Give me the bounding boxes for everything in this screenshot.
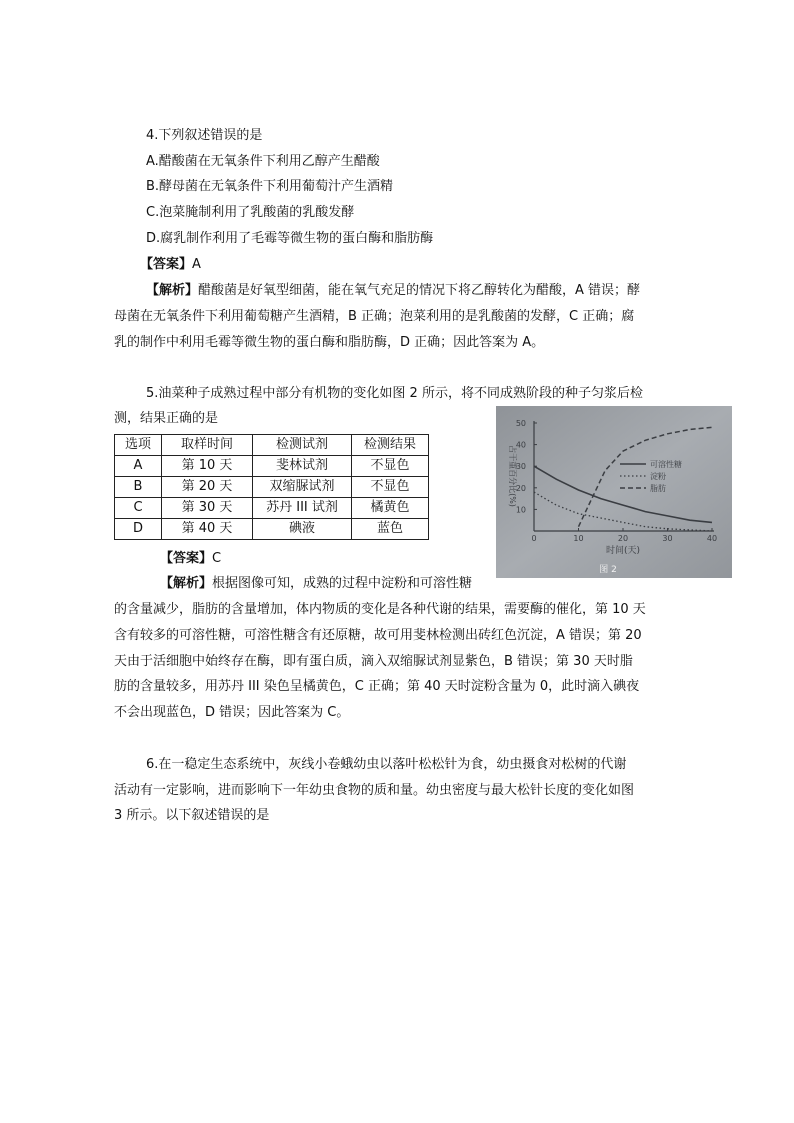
q4-answer — [140, 255, 201, 275]
q5-analysis-line-2: 的含量减少，脂肪的含量增加，体内物质的变化是各种代谢的结果，需要酶的催化，第 10 天 — [114, 602, 646, 617]
table-cell: 不显色 — [352, 456, 429, 477]
table-cell: B — [115, 477, 162, 498]
table-header-cell: 检测试剂 — [253, 435, 352, 456]
q6-stem-line-2: 活动有一定影响，进而影响下一年幼虫食物的质和量。幼虫密度与最大松针长度的变化如图 — [114, 783, 635, 798]
analysis-text: 根据图像可知，成熟的过程中淀粉和可溶性糖 — [212, 576, 473, 591]
q5-stem-line-2: 测，结果正确的是 — [114, 411, 219, 426]
figure-caption: 图 2 — [599, 565, 617, 575]
legend-label: 可溶性糖 — [650, 460, 682, 469]
q4-option-d: D.腐乳制作利用了毛霉等微生物的蛋白酶和脂肪酶 — [146, 231, 434, 246]
legend-label: 淀粉 — [650, 472, 666, 481]
analysis-text: 醋酸菌是好氧型细菌，能在氧气充足的情况下将乙醇转化为醋酸，A 错误；酵 — [198, 283, 641, 298]
y-tick-label: 10 — [515, 505, 526, 515]
answer-value: C — [212, 551, 222, 566]
table-cell: 第 30 天 — [162, 498, 253, 519]
table-header-cell: 检测结果 — [352, 435, 429, 456]
analysis-tag: 【解析】 — [146, 283, 199, 298]
y-tick-label: 40 — [515, 440, 526, 450]
q6-stem-line-1: 6.在一稳定生态系统中，灰线小卷蛾幼虫以落叶松松针为食，幼虫摄食对松树的代谢 — [146, 757, 627, 772]
q5-analysis-line-6: 不会出现蓝色，D 错误；因此答案为 C。 — [114, 705, 350, 720]
table-cell: 碘液 — [253, 519, 352, 540]
answer-tag: 【答案】 — [160, 551, 213, 566]
q5-analysis-line-1 — [160, 574, 472, 594]
table-cell: 第 10 天 — [162, 456, 253, 477]
q6-stem-line-3: 3 所示。以下叙述错误的是 — [114, 808, 270, 823]
table-cell: 双缩脲试剂 — [253, 477, 352, 498]
y-tick-label: 30 — [515, 462, 526, 472]
legend-label: 脂肪 — [650, 484, 666, 493]
y-axis-label: 占干重百分比(%) — [508, 445, 517, 507]
table-header-row — [115, 435, 429, 456]
table-row — [115, 456, 429, 477]
q4-option-a: A.醋酸菌在无氧条件下利用乙醇产生醋酸 — [146, 154, 380, 169]
x-axis-label: 时间(天) — [605, 546, 641, 556]
answer-tag: 【答案】 — [140, 257, 193, 272]
q5-stem-line-1: 5.油菜种子成熟过程中部分有机物的变化如图 2 所示，将不同成熟阶段的种子匀浆后检 — [146, 386, 643, 401]
q5-options-table — [114, 434, 429, 540]
y-tick-label: 20 — [515, 483, 526, 493]
table-header-cell: 取样时间 — [162, 435, 253, 456]
answer-value: A — [192, 257, 201, 272]
table-row — [115, 477, 429, 498]
q5-analysis-line-5: 肪的含量较多，用苏丹 III 染色呈橘黄色，C 正确；第 40 天时淀粉含量为 0，此时滴入碘夜 — [114, 679, 640, 694]
y-tick-label: 50 — [515, 419, 526, 428]
figure-2-chart — [496, 406, 732, 578]
x-tick-label: 0 — [531, 534, 537, 543]
q4-analysis-line-2: 母菌在无氧条件下利用葡萄糖产生酒精，B 正确；泡菜利用的是乳酸菌的发酵，C 正确；腐 — [114, 309, 635, 324]
q4-option-b: B.酵母菌在无氧条件下利用葡萄汁产生酒精 — [146, 179, 394, 194]
table-cell: A — [115, 456, 162, 477]
q4-analysis-line-3: 乳的制作中利用毛霉等微生物的蛋白酶和脂肪酶，D 正确；因此答案为 A。 — [114, 335, 545, 350]
x-tick-label: 40 — [706, 534, 718, 543]
analysis-tag: 【解析】 — [160, 576, 213, 591]
table-row — [115, 519, 429, 540]
q4-option-c: C.泡菜腌制利用了乳酸菌的乳酸发酵 — [146, 205, 355, 220]
table-cell: 第 40 天 — [162, 519, 253, 540]
table-cell: C — [115, 498, 162, 519]
x-tick-label: 10 — [573, 534, 584, 543]
q5-answer — [160, 549, 221, 569]
table-cell: 第 20 天 — [162, 477, 253, 498]
table-cell: 不显色 — [352, 477, 429, 498]
q4-stem: 4.下列叙述错误的是 — [146, 128, 263, 143]
q5-analysis-line-3: 含有较多的可溶性糖，可溶性糖含有还原糖，故可用斐林检测出砖红色沉淀，A 错误；第 20 — [114, 628, 642, 643]
table-header-cell: 选项 — [115, 435, 162, 456]
table-cell: 蓝色 — [352, 519, 429, 540]
q4-analysis-line-1 — [146, 281, 640, 301]
q5-analysis-line-4: 天由于活细胞中始终存在酶，即有蛋白质，滴入双缩脲试剂显紫色，B 错误；第 30 天时脂 — [114, 654, 633, 669]
table-row — [115, 498, 429, 519]
table-cell: 斐林试剂 — [253, 456, 352, 477]
table-cell: D — [115, 519, 162, 540]
table-cell: 苏丹 III 试剂 — [253, 498, 352, 519]
table-cell: 橘黄色 — [352, 498, 429, 519]
x-tick-label: 30 — [662, 534, 673, 543]
x-tick-label: 20 — [617, 534, 629, 543]
